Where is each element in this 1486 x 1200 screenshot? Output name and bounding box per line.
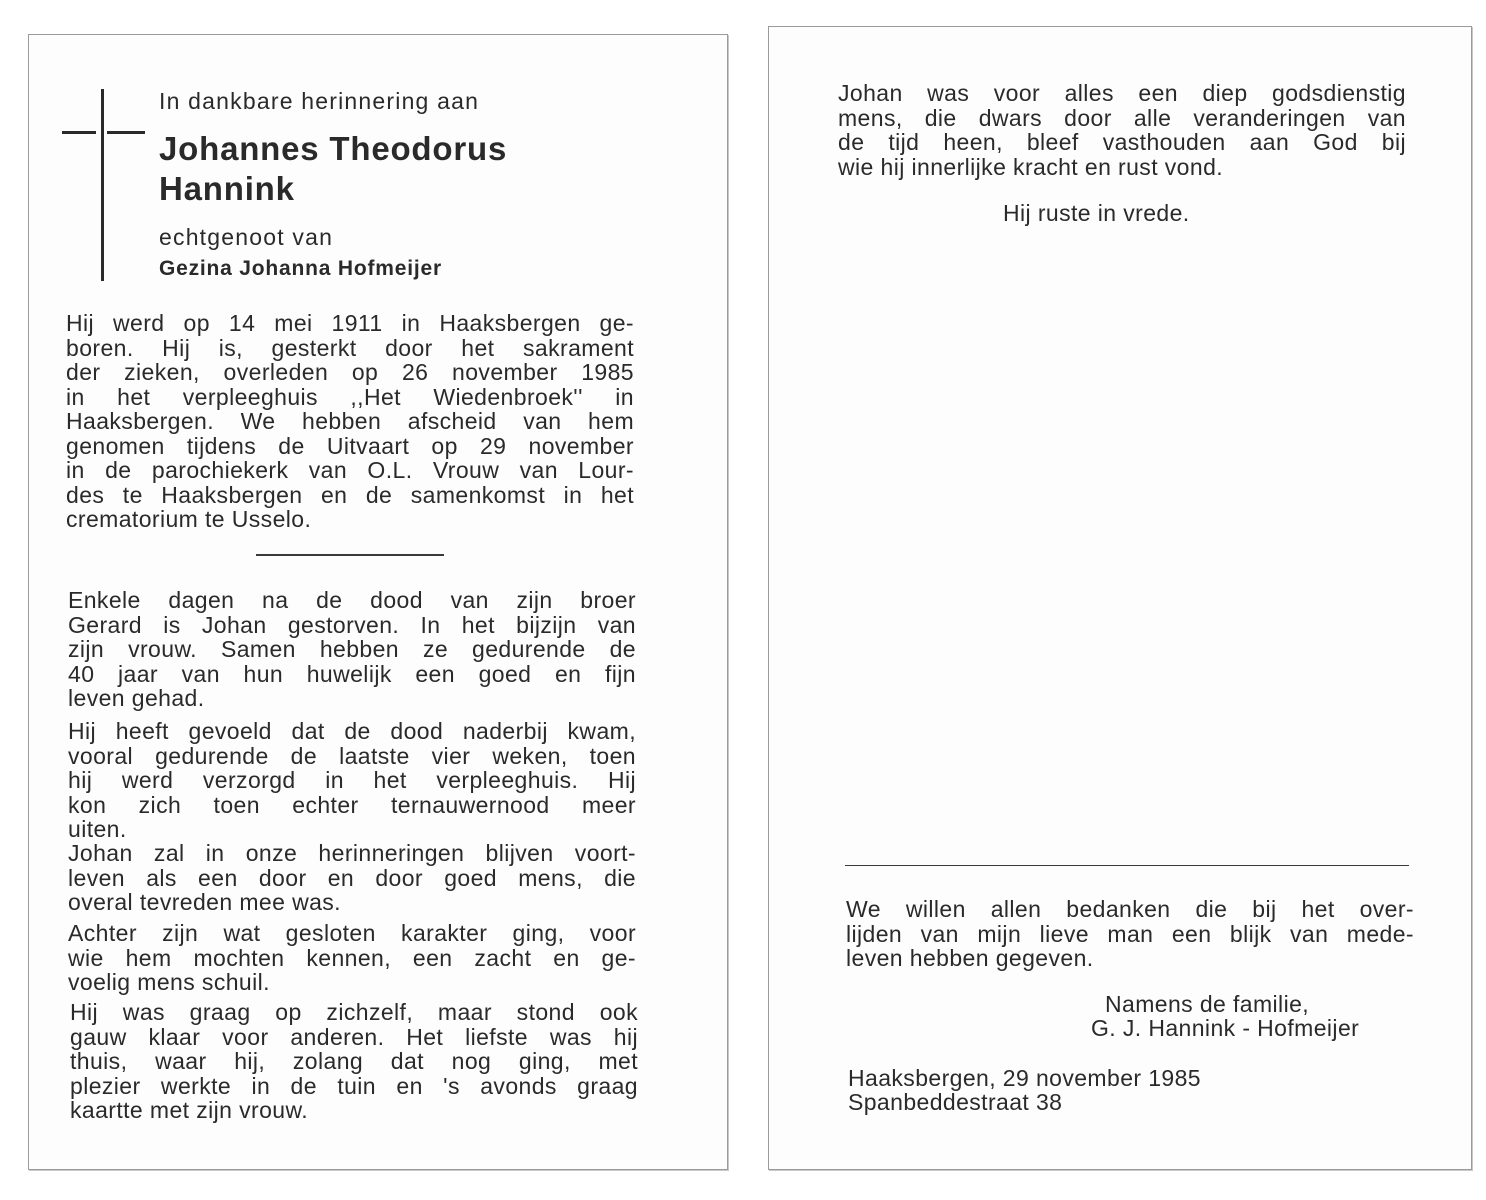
cross-icon-bar-left: [62, 131, 96, 134]
intro-text: In dankbare herinnering aan: [159, 88, 480, 114]
address: Spanbeddestraat 38: [848, 1089, 1063, 1115]
faith-paragraph: Johan was voor alles een diep godsdienstig mens, die dwars door alle veranderingen van de tijd heen, bleef vasthouden aan God bij wie hij innerlijke kracht en rust vond.: [838, 80, 1406, 180]
deceased-name-line1: Johannes Theodorus: [159, 130, 508, 167]
divider-line: [845, 865, 1409, 866]
deceased-name-line2: Hannink: [159, 170, 295, 207]
text-paragraph: Hij heeft gevoeld dat de dood naderbij kwam, vooral gedurende de laatste vier weken, toen hij werd verzorgd in het verpleeghuis. Hij kon zich toen echter ternauwernood meer uiten.: [68, 718, 636, 842]
cross-icon-bar-right: [107, 131, 145, 134]
thanks-paragraph: We willen allen bedanken die bij het over- lijden van mijn lieve man een blijk van mede- leven hebben gegeven.: [846, 896, 1414, 971]
place-date: Haaksbergen, 29 november 1985: [848, 1065, 1201, 1091]
text-paragraph: Enkele dagen na de dood van zijn broer Gerard is Johan gestorven. In het bijzijn van zijn vrouw. Samen hebben ze gedurende de 40 jaar van hun huwelijk een goed en fijn leven gehad.: [68, 587, 636, 711]
text-paragraph: Hij was graag op zichzelf, maar stond ook gauw klaar voor anderen. Het liefste was hij thuis, waar hij, zolang dat nog ging, met plezier werkte in de tuin en 's avonds graag kaartte met zijn vrouw.: [70, 999, 638, 1123]
rest-in-peace-text: Hij ruste in vrede.: [1003, 200, 1190, 226]
divider-line: [256, 554, 444, 556]
biography-paragraph: Hij werd op 14 mei 1911 in Haaksbergen ge- boren. Hij is, gesterkt door het sakrament der zieken, overleden op 26 november 1985 in het verpleeghuis ,,Het Wiedenbroek'' in Haaksbergen. We hebben afscheid van hem genomen tijdens de Uitvaart op 29 november in de parochiekerk van O.L. Vrouw van Lour- des te Haaksbergen en de samenkomst in het crematorium te Usselo.: [66, 310, 634, 532]
memorial-card-right: [768, 26, 1472, 1170]
text-paragraph: Achter zijn wat gesloten karakter ging, voor wie hem mochten kennen, een zacht en ge- voelig mens schuil.: [68, 920, 636, 995]
signature-line1: Namens de familie,: [1105, 991, 1310, 1017]
cross-icon: [101, 89, 104, 281]
memorial-card-left: [28, 34, 728, 1170]
spouse-intro: echtgenoot van: [159, 224, 334, 250]
signature-line2: G. J. Hannink - Hofmeijer: [1091, 1015, 1360, 1041]
text-paragraph: Johan zal in onze herinneringen blijven voort- leven als een door en door goed mens, die overal tevreden mee was.: [68, 840, 636, 915]
spouse-name: Gezina Johanna Hofmeijer: [159, 257, 442, 280]
